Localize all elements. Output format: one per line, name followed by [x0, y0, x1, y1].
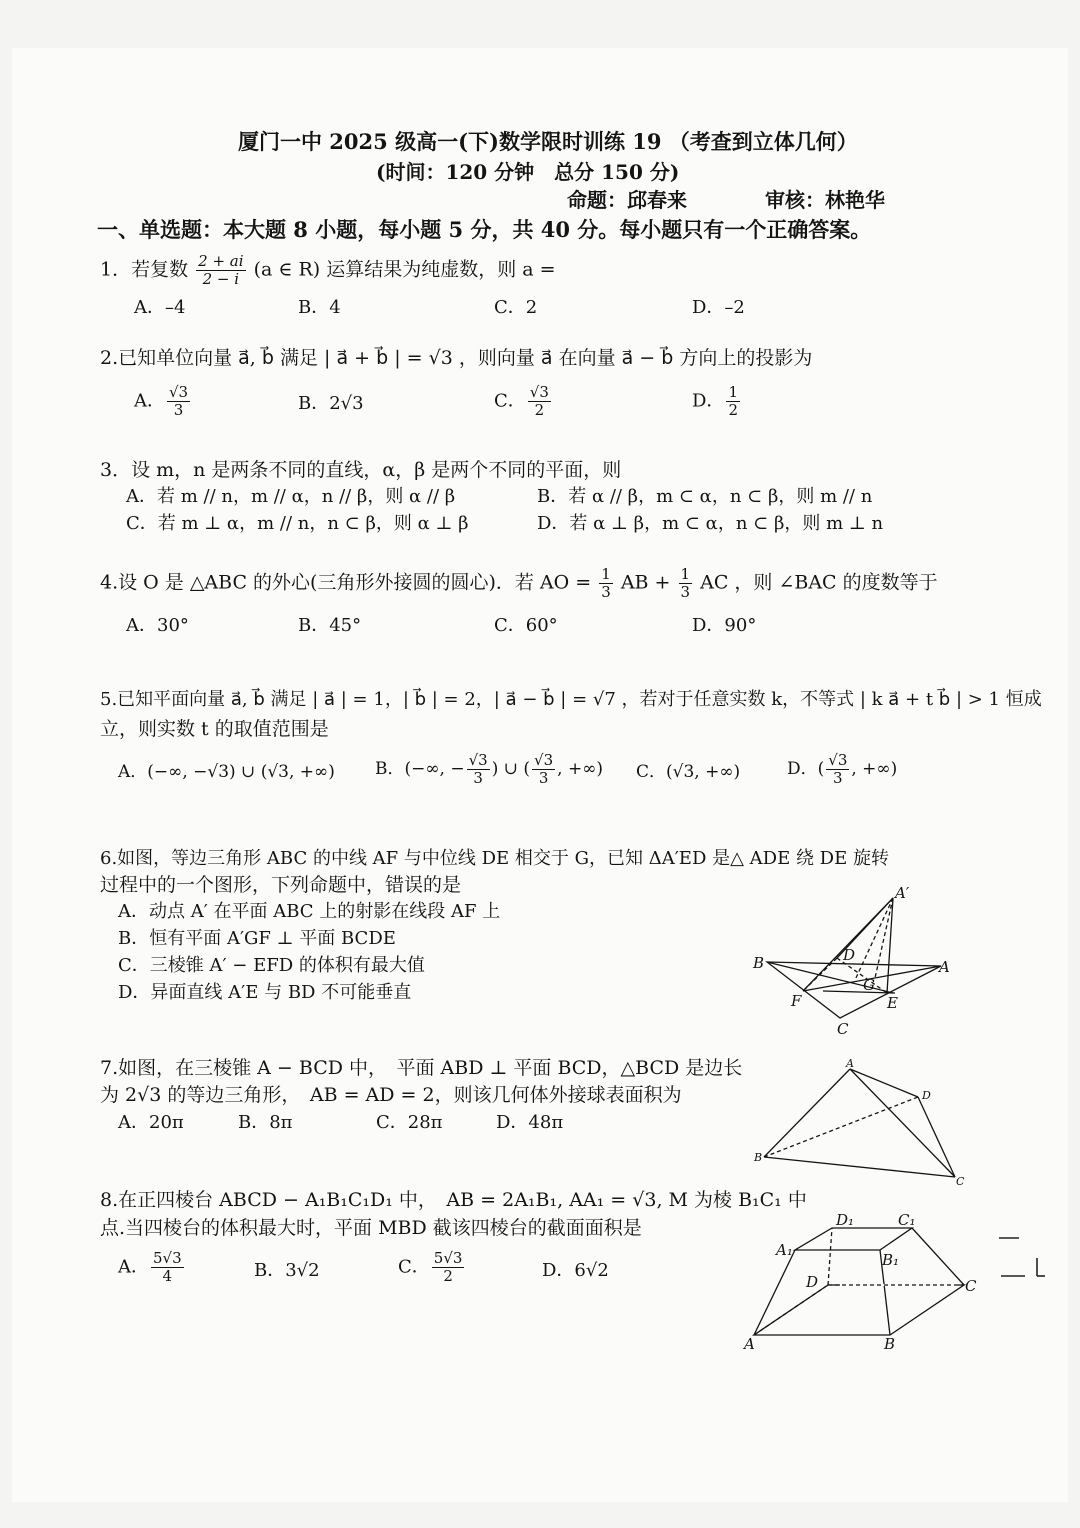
question-1-stem — [100, 253, 556, 288]
page-title: 厦门一中 2025 级高一(下)数学限时训练 19 （考查到立体几何） — [238, 129, 858, 154]
q8-label-d1: D₁ — [836, 1211, 855, 1229]
q6-label-g: G — [863, 976, 875, 994]
q5-option-a: A．(−∞, −√3) ∪ (√3, +∞) — [118, 762, 335, 782]
q6-label-c: C — [837, 1020, 849, 1038]
question-8-line2: 点.当四棱台的体积最大时，平面 MBD 截该四棱台的截面面积是 — [100, 1217, 642, 1239]
q4-option-c: C．60° — [494, 615, 558, 636]
q1-text-b: (a ∈ R) 运算结果为纯虚数，则 a = — [253, 258, 556, 281]
q6-label-aprime: A′ — [895, 884, 910, 902]
q3-option-c: C．若 m ⊥ α，m // n，n ⊂ β，则 α ⊥ β — [126, 513, 469, 534]
q7-option-c: C．28π — [376, 1112, 443, 1133]
q6-label-d: D — [843, 946, 856, 964]
q6-option-a: A．动点 A′ 在平面 ABC 上的射影在线段 AF 上 — [118, 901, 501, 922]
q7-label-b: B — [754, 1151, 763, 1164]
q2-option-c: C． $\frac{√3}{2}$ — [494, 383, 549, 419]
q7-figure — [750, 1055, 980, 1195]
question-6-line1: 6.如图，等边三角形 ABC 的中线 AF 与中位线 DE 相交于 G，已知 ΔA′ED 是△ ADE 绕 DE 旋转 — [100, 848, 889, 869]
q4-option-b: B．45° — [298, 615, 362, 636]
q6-option-c: C．三棱锥 A′ − EFD 的体积有最大值 — [118, 955, 425, 976]
margin-mark — [995, 1230, 1055, 1290]
q6-label-b: B — [753, 954, 765, 972]
q3-option-a: A．若 m // n，m // α，n // β，则 α // β — [126, 486, 456, 507]
q1-option-d: D．–2 — [692, 297, 745, 318]
q5-option-c: C．(√3, +∞) — [636, 762, 741, 782]
reviewer-line: 审核：林艳华 — [765, 188, 885, 212]
q4-option-d: D．90° — [692, 615, 757, 636]
q1-option-a: A．–4 — [134, 297, 186, 318]
question-6-line2: 过程中的一个图形，下列命题中，错误的是 — [100, 874, 462, 896]
q8-label-a: A — [744, 1335, 755, 1353]
q6-option-b: B．恒有平面 A′GF ⊥ 平面 BCDE — [118, 928, 396, 949]
exam-time-info: (时间：120 分钟 总分 150 分) — [376, 160, 680, 184]
q7-label-d: D — [922, 1089, 931, 1102]
q6-label-f: F — [791, 992, 802, 1010]
q8-label-c: C — [965, 1277, 977, 1295]
q8-label-d: D — [806, 1273, 819, 1291]
question-5-line1: 5.已知平面向量 a⃗, b⃗ 满足 | a⃗ | = 1，| b⃗ | = 2，| a⃗ − b⃗ | = √7 ，若对于任意实数 k，不等式 | k a⃗ + t b⃗ | > 1 恒成 — [100, 689, 1042, 710]
author-line: 命题：邱春来 — [567, 188, 687, 212]
q8-label-b: B — [884, 1335, 896, 1353]
q7-label-c: C — [956, 1175, 965, 1188]
q2-option-d: D． $\frac{1}{2}$ — [692, 383, 738, 419]
q6-label-e: E — [887, 994, 898, 1012]
question-2-stem: 2.已知单位向量 a⃗, b⃗ 满足 | a⃗ + b⃗ | = √3 ，则向量 a⃗ 在向量 a⃗ − b⃗ 方向上的投影为 — [100, 347, 813, 369]
q7-option-a: A．20π — [118, 1112, 184, 1133]
q5-option-d: D．( $\frac{√3}{3}$ , +∞) — [787, 751, 898, 787]
question-4-stem: 4.设 O 是 △ABC 的外心(三角形外接圆的圆心)．若 AO = $\frac{1}{3}$ AB + $\frac{1}{3}$ AC ，则 ∠BAC 的度数等于 — [100, 565, 938, 601]
q8-option-b: B．3√2 — [254, 1260, 320, 1281]
q6-figure — [745, 880, 965, 1040]
q6-option-d: D．异面直线 A′E 与 BD 不可能垂直 — [118, 982, 412, 1003]
q7-option-b: B．8π — [238, 1112, 293, 1133]
question-7-line2: 为 2√3 的等边三角形， AB = AD = 2，则该几何体外接球表面积为 — [100, 1084, 682, 1106]
q8-option-c: C． $\frac{5√3}{2}$ — [398, 1249, 463, 1285]
q7-label-a: A — [846, 1057, 854, 1070]
q7-option-d: D．48π — [496, 1112, 564, 1133]
q3-option-b: B．若 α // β，m ⊂ α，n ⊂ β，则 m // n — [537, 486, 873, 507]
q8-label-a1: A₁ — [776, 1241, 793, 1259]
q1-fraction: $\frac{2 + ai}{2 - i}$ — [198, 252, 244, 288]
q3-option-d: D．若 α ⊥ β，m ⊂ α，n ⊂ β，则 m ⊥ n — [537, 513, 884, 534]
q8-option-d: D．6√2 — [542, 1260, 609, 1281]
q4-option-a: A．30° — [126, 615, 189, 636]
q5-option-b: B．(−∞, − $\frac{√3}{3}$ ) ∪ ( $\frac{√3}{3}$ , +∞) — [375, 751, 603, 787]
q6-label-a: A — [939, 958, 950, 976]
q2-option-b: B．2√3 — [298, 393, 364, 414]
q8-label-c1: C₁ — [898, 1211, 916, 1229]
q1-text-a: 1．若复数 — [100, 258, 189, 281]
question-8-line1: 8.在正四棱台 ABCD − A₁B₁C₁D₁ 中， AB = 2A₁B₁, AA₁ = √3, M 为棱 B₁C₁ 中 — [100, 1189, 807, 1211]
question-3-stem: 3．设 m，n 是两条不同的直线，α，β 是两个不同的平面，则 — [100, 459, 622, 481]
q1-option-b: B．4 — [298, 297, 341, 318]
section-heading: 一、单选题：本大题 8 小题，每小题 5 分，共 40 分。每小题只有一个正确答案。 — [97, 217, 872, 242]
q8-option-a: A． $\frac{5√3}{4}$ — [118, 1249, 182, 1285]
q8-label-b1: B₁ — [882, 1251, 900, 1269]
q1-option-c: C．2 — [494, 297, 538, 318]
question-7-line1: 7.如图，在三棱锥 A − BCD 中， 平面 ABD ⊥ 平面 BCD，△BCD 是边长 — [100, 1057, 743, 1079]
q2-option-a: A． $\frac{√3}{3}$ — [134, 383, 189, 419]
question-5-line2: 立，则实数 t 的取值范围是 — [100, 718, 329, 740]
q8-figure — [740, 1205, 990, 1355]
